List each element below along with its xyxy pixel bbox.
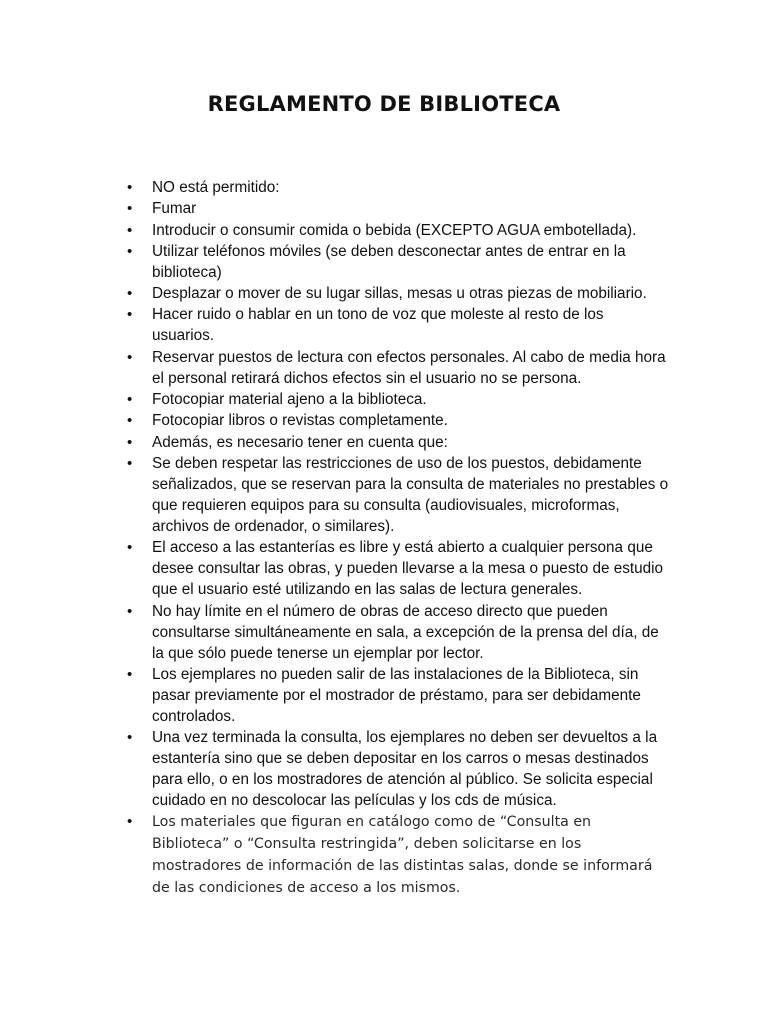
rule-text: Los materiales que figuran en catálogo como de “Consulta en Biblioteca” o “Consulta restringida”, deben solicitarse en los mostradores de información de las distintas salas, donde se informará de las condiciones de acceso a los mismos. xyxy=(152,814,653,897)
list-item xyxy=(124,177,669,198)
bullet-icon: • xyxy=(127,200,133,218)
list-item xyxy=(124,220,669,241)
rule-text: Utilizar teléfonos móviles (se deben desconectar antes de entrar en la biblioteca) xyxy=(152,242,626,281)
list-item xyxy=(124,601,669,664)
rule-text: Los ejemplares no pueden salir de las instalaciones de la Biblioteca, sin pasar previamente por el mostrador de préstamo, para ser debidamente controlados. xyxy=(152,665,641,725)
list-item xyxy=(124,389,669,410)
bullet-icon: • xyxy=(127,602,133,620)
bullet-icon: • xyxy=(127,242,133,260)
rule-text: Fotocopiar libros o revistas completamente. xyxy=(152,412,448,430)
bullet-icon: • xyxy=(127,348,133,366)
bullet-icon: • xyxy=(127,391,133,409)
list-item xyxy=(124,727,669,811)
rule-text: Hacer ruido o hablar en un tono de voz que moleste al resto de los usuarios. xyxy=(152,306,604,345)
rule-text: No hay límite en el número de obras de acceso directo que pueden consultarse simultáneamente en sala, a excepción de la prensa del día, de la que sólo puede tenerse un ejemplar por lector. xyxy=(152,602,659,662)
bullet-icon: • xyxy=(127,813,133,831)
bullet-icon: • xyxy=(127,665,133,683)
list-item xyxy=(124,198,669,219)
list-item xyxy=(124,664,669,727)
bullet-icon: • xyxy=(127,433,133,451)
bullet-icon: • xyxy=(127,306,133,324)
bullet-icon: • xyxy=(127,412,133,430)
bullet-icon: • xyxy=(127,285,133,303)
list-item xyxy=(124,304,669,346)
rule-text: El acceso a las estanterías es libre y está abierto a cualquier persona que desee consultar las obras, y pueden llevarse a la mesa o puesto de estudio que el usuario esté utilizando en las salas de lectura generales. xyxy=(152,539,664,599)
rule-text: Fumar xyxy=(152,200,197,218)
bullet-icon: • xyxy=(127,221,133,239)
list-item xyxy=(124,241,669,283)
rule-text: Una vez terminada la consulta, los ejemplares no deben ser devueltos a la estantería sino que se deben depositar en los carros o mesas destinados para ello, o en los mostradores de atención al público. Se solicita especial cuidado en no descolocar las películas y los cds de música. xyxy=(152,729,658,810)
rule-text: Se deben respetar las restricciones de uso de los puestos, debidamente señalizados, que se reservan para la consulta de materiales no prestables o que requieren equipos para su consulta (audiovisuales, microformas, archivos de ordenador, o similares). xyxy=(152,454,669,535)
bullet-icon: • xyxy=(127,729,133,747)
list-item xyxy=(124,432,669,453)
rules-list xyxy=(124,177,669,900)
list-item xyxy=(124,453,669,537)
list-item xyxy=(124,347,669,389)
rule-text: Fotocopiar material ajeno a la biblioteca. xyxy=(152,391,427,409)
rule-text: Además, es necesario tener en cuenta que: xyxy=(152,433,448,451)
rule-text: NO está permitido: xyxy=(152,179,280,196)
list-item xyxy=(124,537,669,600)
rule-text: Desplazar o mover de su lugar sillas, mesas u otras piezas de mobiliario. xyxy=(152,285,647,303)
list-item xyxy=(124,811,669,899)
list-item xyxy=(124,410,669,431)
list-item xyxy=(124,283,669,304)
bullet-icon: • xyxy=(127,539,133,557)
rule-text: Introducir o consumir comida o bebida (EXCEPTO AGUA embotellada). xyxy=(152,221,637,239)
rule-text: Reservar puestos de lectura con efectos personales. Al cabo de media hora el personal retirará dichos efectos sin el usuario no se persona. xyxy=(152,348,666,387)
bullet-icon: • xyxy=(127,179,133,196)
document-title: REGLAMENTO DE BIBLIOTECA xyxy=(207,92,561,116)
bullet-icon: • xyxy=(127,454,133,472)
